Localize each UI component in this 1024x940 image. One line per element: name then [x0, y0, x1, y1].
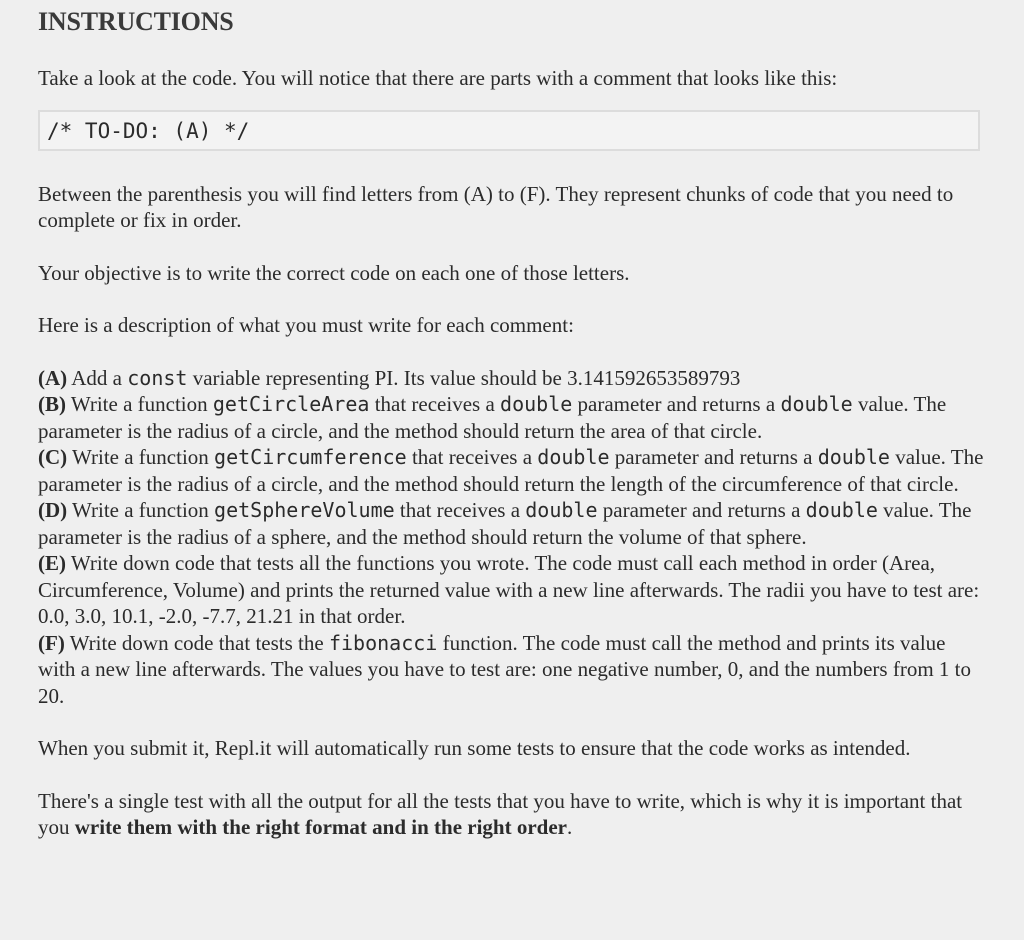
description-intro-paragraph: Here is a description of what you must write for each comment: — [38, 313, 574, 337]
item-text: value. The parameter is the radius of a circle, and the method should return the area of that circle. — [38, 392, 947, 443]
item-label: (C) — [38, 445, 68, 469]
code-function-name: fibonacci — [328, 630, 438, 655]
item-text: function. The code must call the method and prints its value with a new line afterwards. The values you have to test are: one negative number, 0, and the numbers from 1 to 20. — [38, 630, 971, 708]
todo-item-a — [38, 365, 986, 392]
intro-paragraph: Take a look at the code. You will notice that there are parts with a comment that looks like this: — [38, 66, 838, 90]
item-text: that receives a — [406, 445, 538, 469]
item-text: variable representing PI. Its value should be 3.141592653589793 — [187, 365, 741, 390]
item-text: value. The parameter is the radius of a sphere, and the method should return the volume of that sphere. — [38, 498, 972, 549]
todo-item-d — [38, 497, 986, 550]
item-text: Write a function — [67, 445, 215, 469]
paragraph-text: . — [567, 815, 573, 839]
item-label: (A) — [38, 365, 68, 390]
code-type: double — [780, 392, 853, 416]
todo-item-f — [38, 630, 986, 710]
parenthesis-paragraph: Between the parenthesis you will find letters from (A) to (F). They represent chunks of code that you need to complete or fix in order. — [38, 181, 954, 232]
todo-item-e — [38, 550, 986, 630]
code-function-name: getCircleArea — [212, 392, 370, 416]
todo-list — [38, 365, 986, 710]
item-label: (E) — [38, 551, 66, 575]
code-example-box: /* TO-DO: (A) */ — [38, 110, 980, 151]
item-text: parameter and returns a — [597, 498, 806, 522]
item-label: (B) — [38, 392, 66, 416]
code-function-name: getSphereVolume — [214, 498, 395, 522]
submit-paragraph: When you submit it, Repl.it will automatically run some tests to ensure that the code works as intended. — [38, 736, 911, 760]
paragraph-text: There's a single test with all the output for all the tests that you have to write, which is why it is important that you — [38, 788, 963, 839]
item-text: Write a function — [67, 498, 215, 522]
todo-item-c — [38, 444, 986, 497]
item-text: Write down code that tests the — [64, 630, 329, 655]
item-text: that receives a — [369, 392, 501, 416]
code-type: double — [817, 445, 890, 469]
item-text: that receives a — [394, 498, 526, 522]
objective-paragraph: Your objective is to write the correct code on each one of those letters. — [38, 260, 630, 285]
page-title: INSTRUCTIONS — [38, 7, 234, 36]
code-function-name: getCircumference — [214, 445, 407, 469]
item-text: parameter and returns a — [609, 445, 818, 469]
item-text: parameter and returns a — [572, 392, 781, 416]
code-type: double — [500, 392, 573, 416]
item-label: (F) — [38, 630, 65, 655]
item-label: (D) — [38, 498, 68, 522]
item-text: value. The parameter is the radius of a circle, and the method should return the length of the circumference of that circle. — [38, 445, 984, 496]
single-test-paragraph — [38, 788, 986, 841]
item-text: Write a function — [66, 392, 213, 416]
item-text: Add a — [67, 365, 128, 390]
todo-item-b — [38, 391, 986, 444]
code-type: double — [805, 498, 878, 522]
code-type: double — [537, 445, 610, 469]
item-text: Write down code that tests all the functions you wrote. The code must call each method in order (Area, Circumference, Volume) and prints the returned value with a new line afterwards. The radii you have to test are: 0.0, 3.0, 10.1, -2.0, -7.7, 21.21 in that order. — [38, 551, 980, 628]
code-keyword: const — [127, 365, 188, 390]
code-type: double — [525, 498, 598, 522]
emphasis-text: write them with the right format and in the right order — [74, 815, 567, 839]
